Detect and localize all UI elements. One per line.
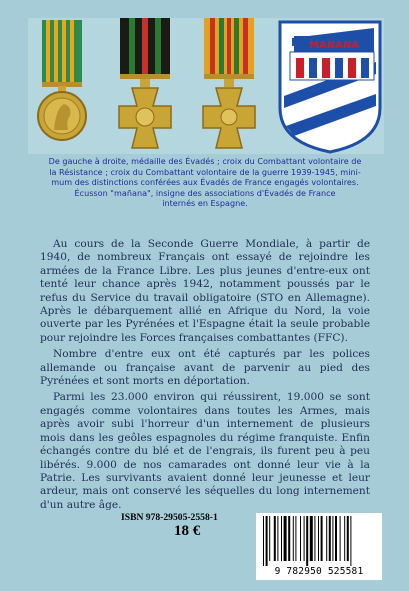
barcode-bar [304,516,305,561]
barcode-bar [350,516,351,566]
barcode-bar [269,516,270,561]
caption-line: mum des distinctions conférées aux Évadés de France engagés volontaires. [51,177,359,188]
barcode-bar [284,516,287,561]
caption-line: internés en Espagne. [162,198,248,209]
barcode-bar [310,516,313,561]
paragraph: Nombre d'entre eux ont été capturés par les polices allemande ou française avant de parvenir au pied des Pyrénées et sont morts en déportation. [40,348,370,388]
barcode-bar [274,516,276,561]
isbn-label: ISBN 978-29505-2558-1 [121,512,218,523]
barcode-bar [314,516,315,561]
barcode-bar [321,516,323,561]
caption-line: De gauche à droite, médaille des Évadés ; croix du Combattant volontaire de [48,156,362,166]
barcode-bar [281,516,282,561]
barcode-bar [263,516,264,566]
barcode-bar [293,516,294,561]
medals-photo [28,18,384,154]
barcode-bar [306,516,308,566]
barcode-bar [332,516,333,561]
barcode-bar [295,516,296,561]
paragraph: Au cours de la Seconde Guerre Mondiale, à partir de 1940, de nombreux Français ont essayé de rejoindre les armées de la France Libre. Les plus jeunes d'entre-eux ont tenté leur chance après 1942, notamment poussés par le refus du Service du travail obligatoire (STO en Allemagne). Après le débarquement allié en Afrique du Nord, la voie ouverte par les Pyrénées et l'Espagne était la seule probable pour rejoindre les Forces françaises combattantes (FFC). [40,238,370,344]
barcode-bar [329,516,331,561]
barcode-bar [277,516,278,561]
caption-line: la Résistance ; croix du Combattant volontaire de la guerre 1939-1945, mini- [49,166,361,177]
barcode-bar [300,516,301,561]
badge-label: MAÑANA [309,40,359,51]
barcode-bar [326,516,327,561]
barcode-bar [288,516,290,561]
caption-line: Écusson "mañana", insigne des associations d'Évadés de France [74,187,336,198]
barcode-bar [340,516,341,561]
manana-badge [280,22,380,152]
barcode-bars [263,516,375,566]
barcode-bar [347,516,349,561]
photo-caption [26,156,384,209]
barcode-bar [335,516,337,561]
barcode-number: 9 782950 525581 [274,566,364,577]
barcode [256,513,382,580]
barcode-bar [266,516,268,566]
price-label: 18 € [174,523,201,539]
paragraph: Parmi les 23.000 environ qui réussirent, 19.000 se sont engagés comme volontaires dans toutes les Armes, mais après avoir subi l'horreur d'un internement de plusieurs mois dans les geôles espagnoles du régime franquiste. Enfin échangés contre du blé et de l'engrais, ils furent peu à peu libérés. 9.000 de nos camarades ont donné leur vie à la Patrie. Les survivants avaient donné leur jeunesse et leur ardeur, mais ont conservé les séquelles du long internement d'un autre âge. [40,391,370,511]
medaille-des-evades [38,20,86,140]
back-cover-text [40,238,370,515]
barcode-bar [344,516,345,561]
barcode-bar [318,516,319,561]
